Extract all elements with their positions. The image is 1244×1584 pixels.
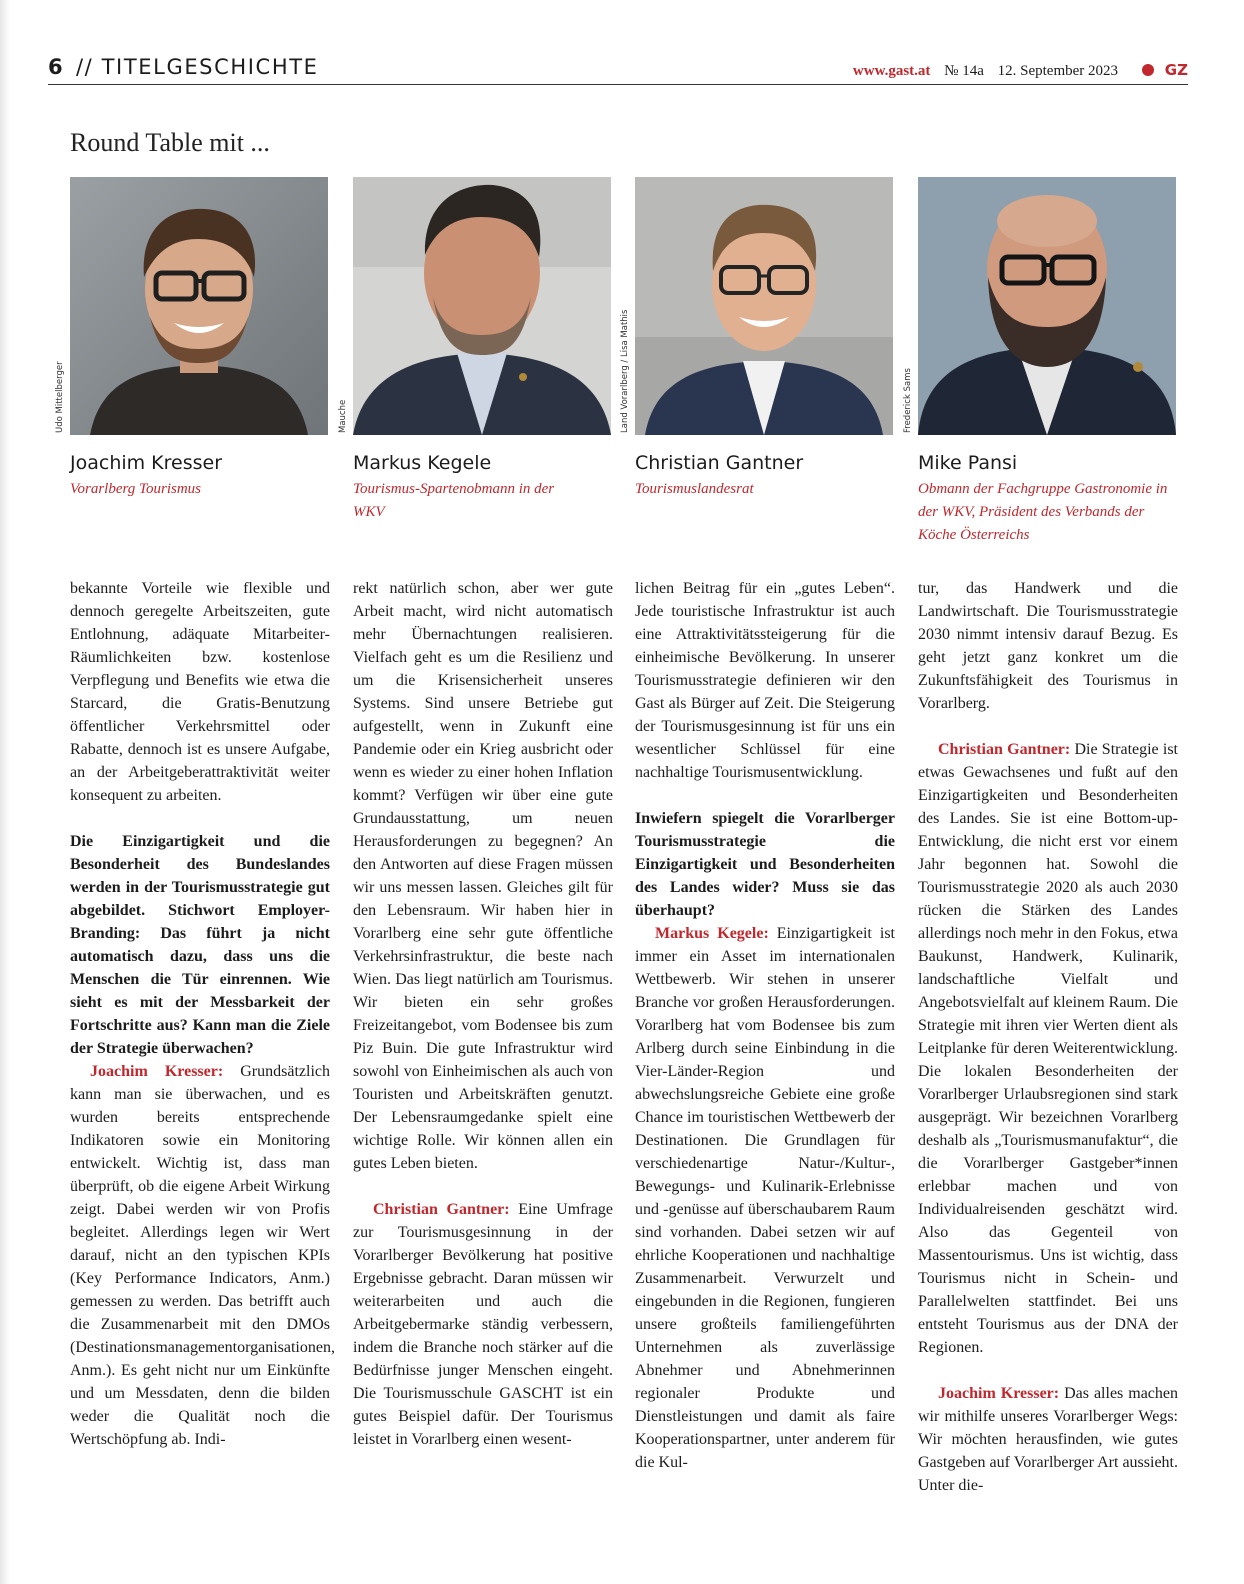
header-divider <box>48 84 1188 85</box>
issue-number: № 14a <box>944 63 984 79</box>
speaker-label: Christian Gantner: <box>938 741 1071 758</box>
speaker-label: Markus Kegele: <box>655 925 769 942</box>
interview-question: Die Einzigartigkeit und die Besonderheit des Bundeslandes werden in der Tourismusstrategie gut abgebildet. Stichwort Employer-Branding: Das führt ja nicht automatisch dazu, dass uns die Menschen die Tür einrennen. Wie sieht es mit der Messbarkeit der Fortschritte aus? Kann man die Ziele der Strategie überwachen? <box>70 833 330 1057</box>
speaker-label: Joachim Kresser: <box>90 1063 224 1080</box>
logo-dot-icon <box>1142 64 1154 76</box>
paragraph: bekannte Vorteile wie flexible und dennoch geregelte Arbeitszeiten, gute Entlohnung, adäquate Mitarbeiter-Räumlichkeiten bzw. kostenlose Verpflegung und Benefits wie etwa die Starcard, die Gratis-Benutzung öffentlicher Verkehrsmittel oder Rabatte, dennoch ist es unsere Aufgabe, an der Arbeitgeberattraktivität weiter konsequent zu arbeiten. <box>70 580 330 804</box>
gz-logo <box>1132 61 1188 79</box>
article-column-3 <box>635 577 895 1474</box>
page-edge-shadow <box>0 0 10 1584</box>
paragraph: tur, das Handwerk und die Landwirtschaft. Die Tourismusstrategie 2030 nimmt intensiv darauf Bezug. Es geht jetzt ganz konkret um die Zukunftsfähigkeit des Tourismus in Vorarlberg. <box>918 580 1178 712</box>
photo-credit-2: Mauche <box>338 399 348 433</box>
participant-name-2: Markus Kegele <box>353 452 492 474</box>
participant-role-3: Tourismuslandesrat <box>635 481 754 497</box>
answer-paragraph <box>353 1198 613 1451</box>
issue-date: 12. September 2023 <box>997 63 1119 79</box>
article-column-4 <box>918 577 1178 1497</box>
portrait-joachim-kresser <box>70 177 328 435</box>
answer-text: Die Strategie ist etwas Gewachsenes und fußt auf den Einzigartigkeiten und Besonderheiten des Landes. Sie ist eine Bottom-up-Entwicklung, die nicht erst vor einem Jahr begonnen hat. Sowohl die Tourismusstrategie 2020 als auch 2030 rücken die Stärken des Landes allerdings noch mehr in den Fokus, etwa Baukunst, Handwerk, Kulinarik, landschaftliche Vielfalt und Angebotsvielfalt auf kleinem Raum. Die Strategie mit ihren vier Werten dient als Leitplanke für deren Weiterentwicklung. Die lokalen Besonderheiten der Vorarlberger Urlaubsregionen sind stark ausgeprägt. Wir bezeichnen Vorarlberg deshalb als „Tourismusmanufaktur“, die die Vorarlberger Gastgeber*innen erlebbar machen und von Individualreisenden geschätzt wird. Also das Gegenteil von Massentourismus. Uns ist wichtig, dass Tourismus nicht in Schein- und Parallelwelten stattfindet. Bei uns entsteht Tourismus aus der DNA der Regionen. <box>918 741 1178 1356</box>
participant-name-3: Christian Gantner <box>635 452 804 474</box>
photo-credit-3: Land Vorarlberg / Lisa Mathis <box>620 309 630 433</box>
participant-name-4: Mike Pansi <box>918 452 1018 474</box>
participant-role-4: Obmann der Fachgruppe Gastronomie in der WKV, Präsident des Verbands der Köche Österreichs <box>918 481 1168 543</box>
speaker-label: Christian Gantner: <box>373 1201 510 1218</box>
paragraph: rekt natürlich schon, aber wer gute Arbeit macht, wird nicht automatisch mehr Übernachtungen realisieren. Vielfach geht es um die Resilienz und um die Krisensicherheit unseres Systems. Sind unsere Betriebe gut aufgestellt, wenn in Zukunft eine Pandemie oder ein Krieg ausbricht oder wenn es wieder zu einer hohen Inflation kommt? Verfügen wir über eine gute Grundausstattung, um neuen Herausforderungen zu begegnen? An den Antworten auf diese Fragen müssen wir uns messen lassen. Gleiches gilt für den Lebensraum. Wir haben hier in Vorarlberg eine sehr gute öffentliche Verkehrsinfrastruktur, die beste nach Wien. Das liegt natürlich am Tourismus. Wir bieten ein sehr großes Freizeitangebot, vom Bodensee bis zum Piz Buin. Die gute Infrastruktur wird sowohl von Einheimischen als auch von Touristen und Arbeitskräften genutzt. Der Lebensraumgedanke spielt eine wichtige Rolle. Wir können allen ein gutes Leben bieten. <box>353 580 613 1172</box>
participant-role-2: Tourismus-Spartenobmann in der WKV <box>353 481 555 520</box>
page-number: 6 <box>48 55 64 79</box>
photo-credit-4: Frederick Sams <box>903 368 913 433</box>
interview-question: Inwiefern spiegelt die Vorarlberger Tourismusstrategie die Einzigartigkeit und Besonderheiten des Landes wider? Muss sie das überhaupt? <box>635 810 895 919</box>
answer-text: Einzigartigkeit ist immer ein Asset im internationalen Wettbewerb. Wir stehen in unserer Branche vor großen Herausforderungen. Vorarlberg hat vom Bodensee bis zum Arlberg durch seine Einbindung in die Vier-Länder-Region und abwechslungsreiche Gebiete eine große Chance im touristischen Wettbewerb der Destinationen. Die Grundlagen für verschiedenartige Natur-/Kultur-, Bewegungs- und Kulinarik-Erlebnisse und -genüsse auf überschaubarem Raum sind vorhanden. Dabei setzen wir auf ehrliche Kooperationen und nachhaltige Zusammenarbeit. Verwurzelt und eingebunden in die Regionen, fungieren unsere großteils familiengeführten Unternehmen als zuverlässige Abnehmer und Abnehmerinnen regionaler Produkte und Dienstleistungen und damit als faire Kooperationspartner, unter anderem für die Kul- <box>635 925 895 1471</box>
answer-paragraph <box>635 922 895 1474</box>
answer-paragraph <box>918 1382 1178 1497</box>
answer-paragraph <box>70 1060 335 1451</box>
page-header <box>48 52 1188 86</box>
paragraph: lichen Beitrag für ein „gutes Leben“. Jede touristische Infrastruktur ist auch eine Attraktivitätssteigerung für die einheimische Bevölkerung. In unserer Tourismusstrategie definieren wir den Gast als Bürger auf Zeit. Die Steigerung der Tourismusgesinnung ist für uns ein wesentlicher Schlüssel für eine nachhaltige Tourismusentwicklung. <box>635 580 895 781</box>
round-table-heading: Round Table mit ... <box>70 128 270 157</box>
answer-text: Eine Umfrage zur Tourismusgesinnung in der Vorarlberger Bevölkerung hat positive Ergebnisse gebracht. Daran müssen wir weiterarbeiten und auch die Arbeitgebermarke ständig verbessern, indem die Branche noch stärker auf die Bedürfnisse junger Menschen eingeht. Die Tourismusschule GASCHT ist ein gutes Beispiel dafür. Der Tourismus leistet in Vorarlberg einen wesent- <box>353 1201 613 1448</box>
answer-paragraph <box>918 738 1178 1359</box>
participant-name-1: Joachim Kresser <box>70 452 223 474</box>
site-url[interactable]: www.gast.at <box>852 63 931 79</box>
article-column-1 <box>70 577 335 1451</box>
article-column-2 <box>353 577 613 1451</box>
header-meta <box>843 61 1188 80</box>
portrait-christian-gantner <box>635 177 893 435</box>
logo-text: GZ <box>1164 61 1188 79</box>
answer-text: Das alles machen wir mithilfe unseres Vorarlberger Wegs: Wir möchten herausfinden, wie gutes Gastgeben auf Vorarlberger Art aussieht. Unter die- <box>918 1385 1179 1494</box>
portrait-mike-pansi <box>918 177 1176 435</box>
photo-credit-1: Udo Mittelberger <box>55 361 65 433</box>
answer-text: Grundsätzlich kann man sie überwachen, und es wurden bereits entsprechende Indikatoren sowie ein Monitoring entwickelt. Wichtig ist, dass man überprüft, ob die eigene Arbeit Wirkung zeigt. Dabei werden wir von Profis begleitet. Allerdings legen wir Wert darauf, nicht an den typischen KPIs (Key Performance Indicators, Anm.) gemessen zu werden. Das betrifft auch die Zusammenarbeit mit den DMOs (Destinationsmanagementorganisationen, Anm.). Es geht nicht nur um Einkünfte und um Messdaten, denn die bilden weder die Qualität noch die Wertschöpfung ab. Indi- <box>70 1063 335 1448</box>
section-title: // TITELGESCHICHTE <box>76 55 319 79</box>
speaker-label: Joachim Kresser: <box>938 1385 1060 1402</box>
portrait-markus-kegele <box>353 177 611 435</box>
participant-role-1: Vorarlberg Tourismus <box>70 481 202 497</box>
